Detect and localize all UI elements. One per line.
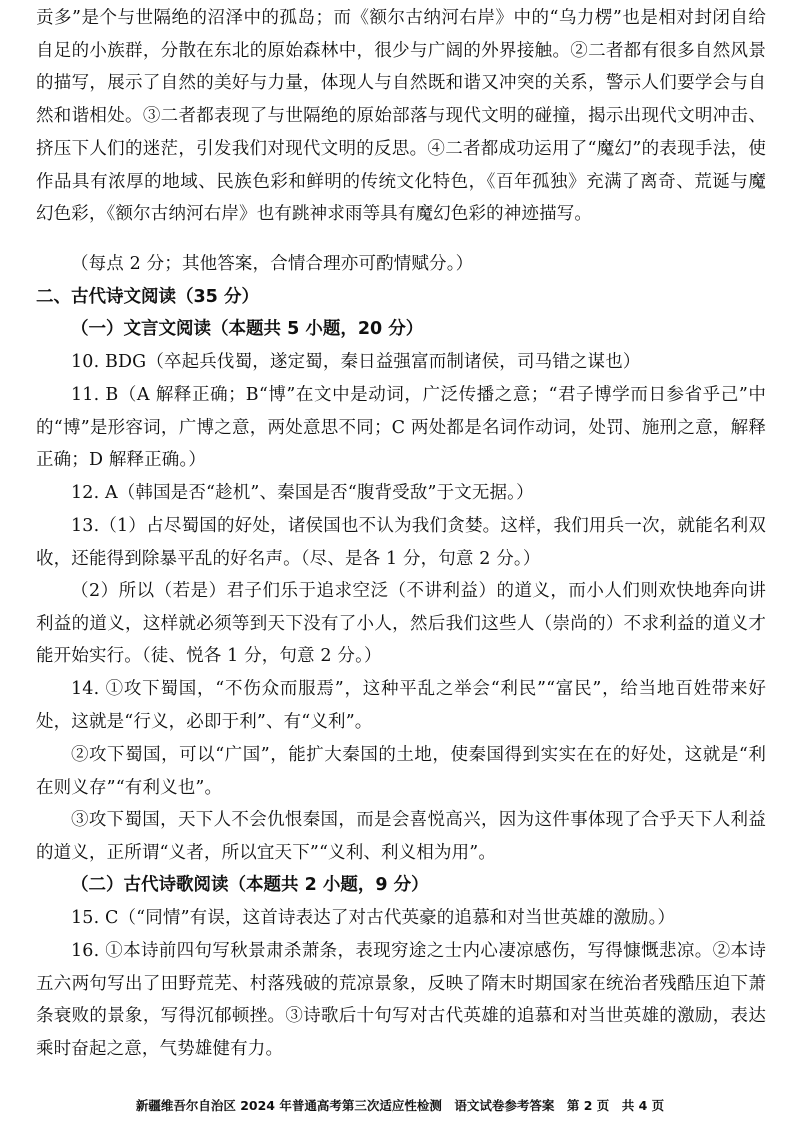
answer-q16: 16. ①本诗前四句写秋景肃杀萧条，表现穷途之士内心凄凉感伤，写得慷慨悲凉。②本诗五六两句写出了田野荒芜、村落残破的荒凉景象，反映了隋末时期国家在统治者残酷压迫下萧条衰败的景象，写得沉郁顿挫。③诗歌后十句写对古代英雄的追慕和对当世英雄的激励，表达乘时奋起之意，气势雄健有力。 bbox=[36, 941, 766, 1060]
answer-q13-part2: （2）所以（若是）君子们乐于追求空泛（不讲利益）的道义，而小人们则欢快地奔向讲利益的道义，这样就必须等到天下没有了小人，然后我们这些人（崇尚的）不求利益的道义才能开始实行。（徒、悦各 1 分，句意 2 分。） bbox=[36, 581, 766, 667]
answer-q13-part1: 13.（1）占尽蜀国的好处，诸侯国也不认为我们贪婪。这样，我们用兵一次，就能名利双收，还能得到除暴平乱的好名声。（尽、是各 1 分，句意 2 分。） bbox=[36, 516, 766, 569]
subsection-heading-classical-prose: （一）文言文阅读（本题共 5 小题，20 分） bbox=[71, 319, 424, 339]
subsection-heading-poetry: （二）古代诗歌阅读（本题共 2 小题，9 分） bbox=[71, 875, 429, 895]
scoring-note: （每点 2 分；其他答案，合情合理亦可酌情赋分。） bbox=[71, 254, 474, 274]
answer-q14-point1: 14. ①攻下蜀国，“不伤众而服焉”，这种平乱之举会“利民”“富民”，给当地百姓带来好处，这就是“行义，必即于利”、有“义利”。 bbox=[36, 679, 766, 732]
answer-q10: 10. BDG（卒起兵伐蜀，遂定蜀，秦日益强富而制诸侯，司马错之谋也） bbox=[71, 352, 641, 372]
answer-q11: 11. B（A 解释正确；B“博”在文中是动词，广泛传播之意；“君子博学而日参省乎己”中的“博”是形容词，广博之意，两处意思不同；C 两处都是名词作动词，处罚、施刑之意，解释正确；D 解释正确。） bbox=[36, 385, 766, 471]
section-heading-classical: 二、古代诗文阅读（35 分） bbox=[36, 287, 259, 307]
page-footer: 新疆维吾尔自治区 2024 年普通高考第三次适应性检测 语文试卷参考答案 第 2 页 共 4 页 bbox=[135, 1098, 665, 1113]
answer-q14-point2: ②攻下蜀国，可以“广国”，能扩大秦国的土地，使秦国得到实实在在的好处，这就是“利在则义存”“有利义也”。 bbox=[36, 745, 766, 798]
answer-q12: 12. A（韩国是否“趁机”、秦国是否“腹背受敌”于文无据。） bbox=[71, 483, 534, 503]
paragraph-comparison-answer: 贡多”是个与世隔绝的沼泽中的孤岛；而《额尔古纳河右岸》中的“乌力楞”也是相对封闭自给自足的小族群，分散在东北的原始森林中，很少与广阔的外界接触。②二者都有很多自然风景的描写，展示了自然的美好与力量，体现人与自然既和谐又冲突的关系，警示人们要学会与自然和谐相处。③二者都表现了与世隔绝的原始部落与现代文明的碰撞，揭示出现代文明冲击、挤压下人们的迷茫，引发我们对现代文明的反思。④二者都成功运用了“魔幻”的表现手法，使作品具有浓厚的地域、民族色彩和鲜明的传统文化特色，《百年孤独》充满了离奇、荒诞与魔幻色彩，《额尔古纳河右岸》也有跳神求雨等具有魔幻色彩的神迹描写。 bbox=[36, 8, 766, 225]
answer-q15: 15. C（“同情”有误，这首诗表达了对古代英豪的追慕和对当世英雄的激励。） bbox=[71, 908, 676, 928]
answer-q14-point3: ③攻下蜀国，天下人不会仇恨秦国，而是会喜悦高兴，因为这件事体现了合乎天下人利益的道义，正所谓“义者，所以宜天下”“义利、利义相为用”。 bbox=[36, 810, 766, 863]
